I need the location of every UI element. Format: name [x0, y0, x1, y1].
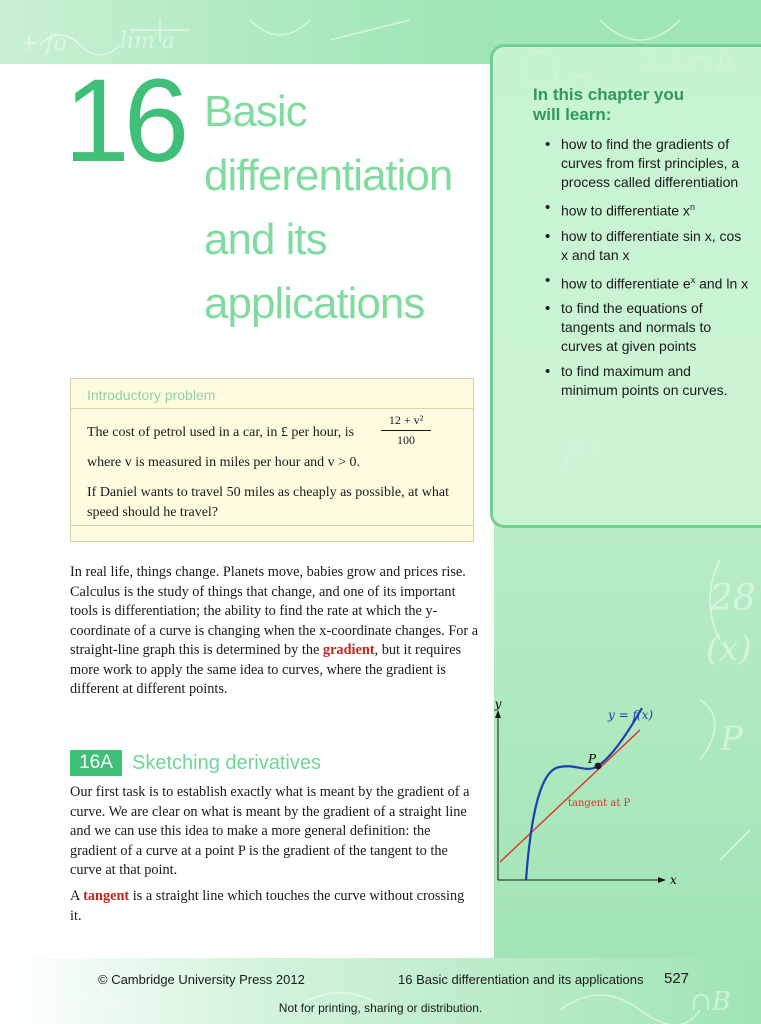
tangent-diagram — [486, 696, 686, 896]
chapter-title-line: applications — [204, 279, 425, 328]
problem-text: The cost of petrol used in a car, in £ per hour, is — [87, 425, 355, 440]
objective-item — [533, 271, 749, 294]
keyword-gradient: gradient — [322, 642, 375, 658]
learning-objectives-box — [490, 44, 761, 528]
curve — [526, 708, 642, 880]
intro-paragraph — [70, 563, 482, 700]
footer-copyright: © Cambridge University Press 2012 — [98, 972, 305, 987]
section-number-badge: 16A — [70, 750, 122, 776]
objective-item: • to find maximum and minimum points on curves. — [533, 362, 749, 400]
learning-objectives-heading — [533, 85, 749, 125]
curve-label: y = f(x) — [608, 708, 654, 722]
introductory-problem-box — [70, 378, 474, 542]
y-axis-label: y — [494, 697, 502, 711]
chapter-title-line: Basic — [204, 87, 307, 136]
objective-text: how to differentiate e — [561, 275, 691, 292]
chapter-title — [204, 80, 494, 336]
x-axis-arrow-icon — [658, 877, 666, 883]
tangent-label: tangent at P — [568, 798, 631, 809]
chapter-number: 16 — [64, 55, 184, 187]
cost-fraction — [381, 411, 431, 449]
fraction-numerator: 12 + v² — [381, 411, 431, 431]
paragraph-text: A — [70, 888, 84, 904]
point-label: P — [588, 752, 597, 766]
problem-text: where v is measured in miles per hour and v > 0. — [87, 455, 361, 470]
running-title: 16 Basic differentiation and its applications — [398, 972, 644, 987]
objective-item: • to find the equations of tangents and normals to curves at given points — [533, 299, 749, 356]
svg-text:∩B: ∩B — [690, 987, 731, 1017]
objective-text: and ln x — [695, 275, 749, 292]
svg-text:28: 28 — [710, 578, 756, 619]
distribution-notice: Not for printing, sharing or distribution. — [278, 1001, 483, 1015]
tangent-paragraph — [70, 887, 470, 926]
section-title: Sketching derivatives — [132, 752, 321, 774]
learning-objectives-list — [533, 135, 749, 400]
objective-item: • how to differentiate sin x, cos x and tan x — [533, 227, 749, 265]
svg-text:lim a: lim a — [120, 29, 176, 54]
objective-item: • how to find the gradients of curves from first principles, a process called differentiation — [533, 135, 749, 192]
superscript: n — [689, 202, 695, 212]
chapter-title-line: and its — [204, 215, 327, 264]
x-axis-label: x — [670, 873, 677, 887]
learn-heading-line: will learn: — [533, 105, 612, 124]
svg-text:(x): (x) — [706, 629, 752, 669]
svg-text:+ fo: + fo — [20, 31, 67, 56]
divider — [71, 525, 473, 526]
objective-text: how to differentiate x — [561, 202, 690, 219]
paragraph-text: , but it requires more work to apply the same idea to curves, where the gradient is different at different points. — [70, 642, 462, 697]
introductory-problem-heading: Introductory problem — [87, 387, 216, 403]
paragraph-text: In real life, things change. Planets move, babies grow and prices rise. Calculus is the study of things that change, and one of its important tools is differentiation; the ability to find the rate at which the y-coordinate of a curve is changing when the x-coordinate changes. For a straight-line graph this is determined by the — [70, 564, 479, 658]
objective-item — [533, 198, 749, 221]
superscript: x — [690, 274, 696, 285]
tangent-line — [500, 730, 640, 862]
fraction-denominator: 100 — [397, 433, 415, 447]
chapter-title-line: differentiation — [204, 151, 453, 200]
learn-heading-line: In this chapter you — [533, 85, 685, 104]
definition-paragraph: Our first task is to establish exactly what is meant by the gradient of a curve. We are clear on what is meant by the gradient of a straight line and we can use this idea to make a more general definition: the gradient of a curve at a point P is the gradient of the tangent to the curve at that point. — [70, 784, 470, 878]
y-axis-arrow-icon — [495, 710, 501, 718]
page-number: 527 — [664, 970, 690, 987]
keyword-tangent: tangent — [83, 888, 130, 904]
divider — [71, 408, 473, 409]
problem-question: If Daniel wants to travel 50 miles as cheaply as possible, at what speed should he travel? — [87, 485, 449, 520]
svg-text:P: P — [720, 719, 743, 759]
paragraph-text: is a straight line which touches the curve without crossing it. — [70, 888, 465, 924]
